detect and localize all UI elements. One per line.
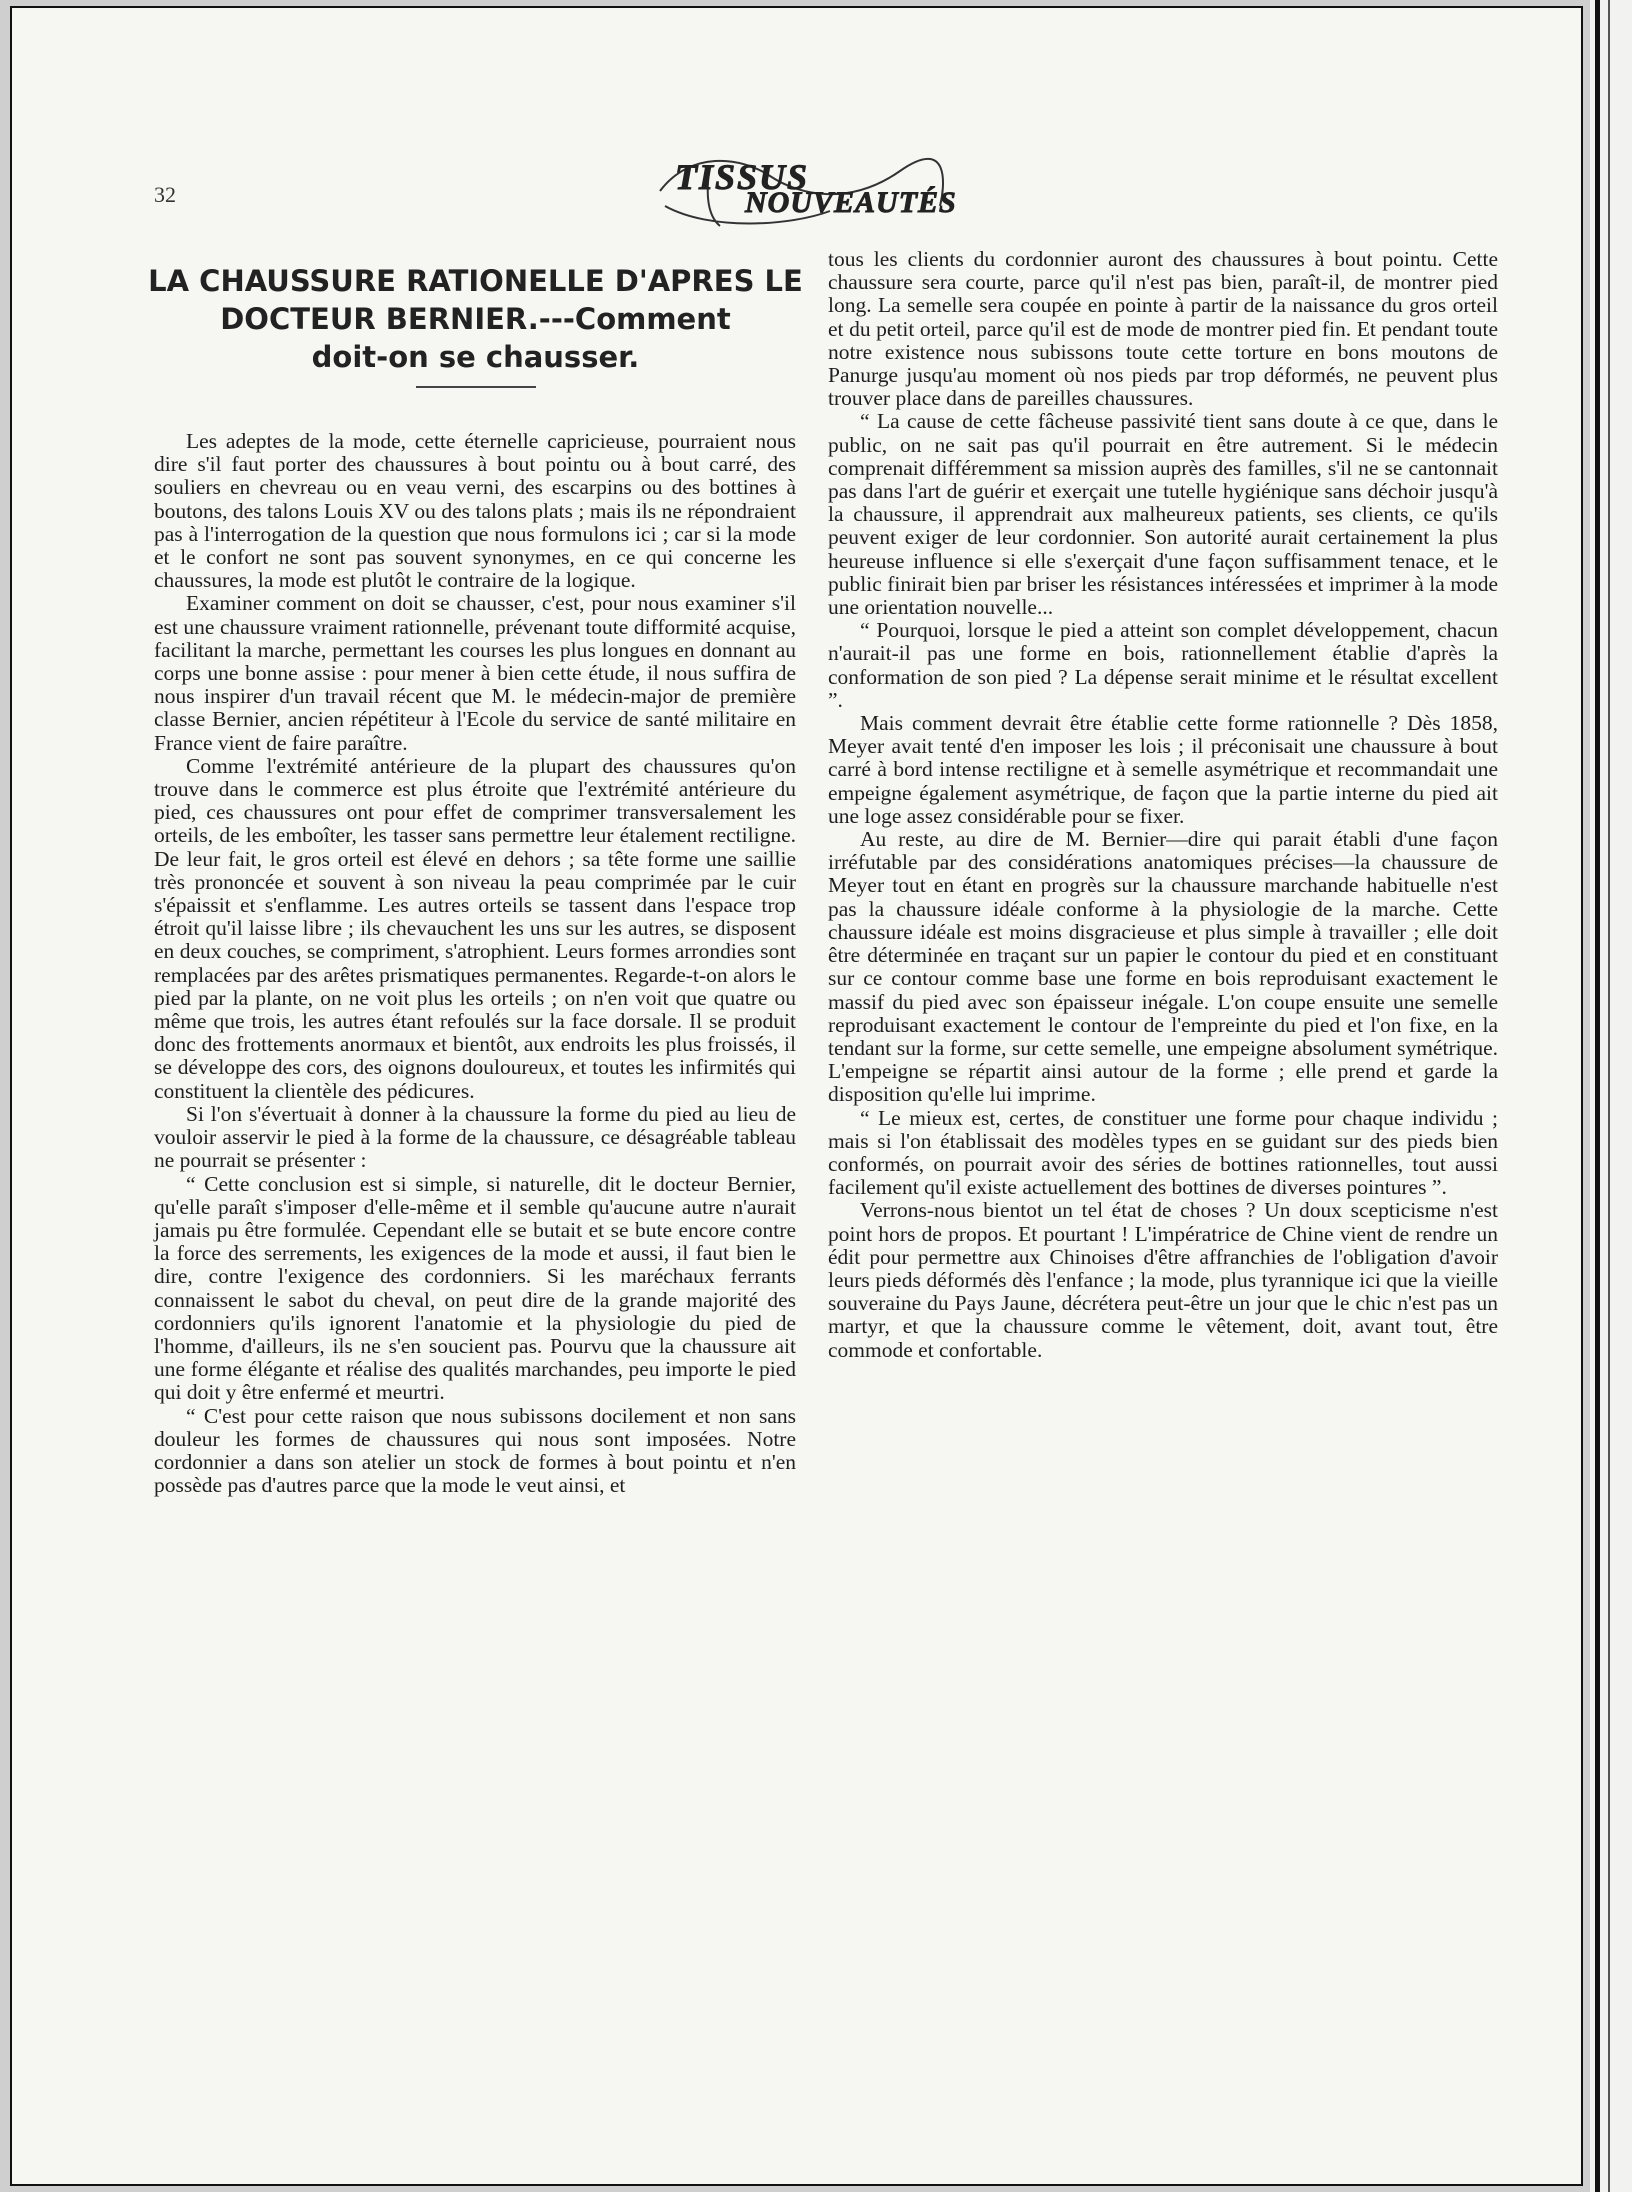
article-title: [148, 262, 803, 388]
masthead-word-2: NOUVEAUTÉS: [745, 186, 957, 219]
paragraph: Comme l'extrémité antérieure de la plupart des chaussures qu'on trouve dans le commerce est plus étroite que l'extrémité antérieure du pied, ces chaussures ont pour effet de comprimer transversalement les orteils, de les emboîter, les tasser sans permettre leur étalement rectiligne. De leur fait, le gros orteil est élevé en dehors ; sa tête forme une saillie très prononcée et souvent à son niveau la peau comprimée par le cuir s'épaissit et s'enflamme. Les autres orteils se tassent dans l'espace trop étroit qu'il laisse libre ; ils chevauchent les uns sur les autres, se disposent en deux couches, se compriment, s'atrophient. Leurs formes arrondies sont remplacées par des arêtes prismatiques permanentes. Regarde-t-on alors le pied par la plante, on ne voit plus les orteils ; on n'en voit que quatre ou même que trois, les autres étant refoulés sur la face dorsale. Il se produit donc des frottements anormaux et bientôt, aux endroits les plus froissés, il se développe des cors, des oignons douloureux, et toutes les infirmités qui constituent la clientèle des pédicures.: [154, 753, 796, 1103]
paragraph: Si l'on s'évertuait à donner à la chaussure la forme du pied au lieu de vouloir asservir le pied à la forme de la chaussure, ce désagréable tableau ne pourrait se présenter :: [154, 1101, 796, 1173]
title-divider: [416, 386, 536, 388]
paragraph: “ La cause de cette fâcheuse passivité tient sans doute à ce que, dans le public, on ne sait pas qu'il pourrait en être autrement. Si le médecin comprenait différemment sa mission auprès des familles, s'il ne se cantonnait pas dans l'art de guérir et exerçait une tutelle hygiénique sans déchoir jusqu'à la chaussure, il apprendrait aux malheureux patients, ses clients, ce qu'ils peuvent exiger de leur cordonnier. Son autorité aurait certainement la plus heureuse influence si elle s'exerçait d'une façon suffisamment tenace, et le public finirait bien par briser les résistances intéressées et imprimer à la mode une orientation nouvelle...: [828, 409, 1498, 620]
article-column-right: [828, 248, 1498, 1362]
title-line-2: DOCTEUR BERNIER.---Comment: [220, 302, 731, 336]
page-gutter-line: [1595, 0, 1600, 2192]
paragraph: Examiner comment on doit se chausser, c'est, pour nous examiner s'il est une chaussure vraiment rationnelle, prévenant toute difformité acquise, facilitant la marche, permettant les courses les plus longues en donnant au corps une bonne assise : pour mener à bien cette étude, il nous suffira de nous inspirer d'un travail récent que M. le médecin-major de première classe Bernier, ancien répétiteur à l'Ecole du service de santé militaire en France vient de faire paraître.: [154, 591, 796, 755]
paragraph: Mais comment devrait être établie cette forme rationnelle ? Dès 1858, Meyer avait tenté d'en imposer les lois ; il préconisait une chaussure à bout carré à bord intense rectiligne et à semelle asymétrique et recommandait une empeigne également asymétrique, de façon que la partie interne du pied ait une loge assez considérable pour se fixer.: [828, 711, 1498, 828]
paragraph: tous les clients du cordonnier auront des chaussures à bout pointu. Cette chaussure sera courte, parce qu'il n'est pas bien, paraît-il, de montrer pied long. La semelle sera coupée en pointe à partir de la naissance du gros orteil et du petit orteil, parce qu'il est de mode de montrer pied fin. Et pendant toute notre existence nous subissons toute cette torture en bons moutons de Panurge jusqu'au moment où nos pieds par trop déformés, ne peuvent plus trouver place dans de pareilles chaussures.: [828, 247, 1498, 411]
paragraph: “ Le mieux est, certes, de constituer une forme pour chaque individu ; mais si l'on établissait des modèles types en se guidant sur des pieds bien conformés, on pourrait avoir des séries de bottines rationnelles, tout aussi facilement qu'il existe actuellement des bottines de diverses pointures ”.: [828, 1105, 1498, 1200]
paragraph: Verrons-nous bientot un tel état de choses ? Un doux scepticisme n'est point hors de propos. Et pourtant ! L'impératrice de Chine vient de rendre un édit pour permettre aux Chinoises d'être affranchies de l'obligation d'avoir leurs pieds déformés dès l'enfance ; la mode, plus tyrannique ici que la vieille souveraine du Pays Jaune, décrétera peut-être un jour que le chic n'est pas un martyr, et que la chaussure comme le vêtement, doit, avant tout, être commode et confortable.: [828, 1198, 1498, 1362]
masthead-word-1: TISSUS: [675, 157, 810, 197]
page-number: 32: [154, 182, 176, 207]
paragraph: “ Cette conclusion est si simple, si naturelle, dit le docteur Bernier, qu'elle paraît s'imposer d'elle-même et il semble qu'aucune autre n'aurait jamais pu être formulée. Cependant elle se butait et se bute encore contre la force des serrements, les exigences de la mode et aussi, il faut bien le dire, contre l'exigence des cordonniers. Si les maréchaux ferrants connaissent le sabot du cheval, on peut dire de la grande majorité des cordonniers qu'ils ignorent l'anatomie et la physiologie du pied de l'homme, d'ailleurs, ils ne s'en soucient pas. Pourvu que la chaussure ait une forme élégante et réalise des qualités marchandes, peu importe le pied qui doit y être enfermé et meurtri.: [154, 1171, 796, 1405]
article-column-left: [154, 430, 796, 1497]
paragraph: “ Pourquoi, lorsque le pied a atteint son complet développement, chacun n'aurait-il pas une forme en bois, rationnellement établie d'après la conformation de son pied ? La dépense serait minime et le résultat excellent ”.: [828, 618, 1498, 712]
masthead-logo: [650, 146, 957, 236]
paragraph: Les adeptes de la mode, cette éternelle capricieuse, pourraient nous dire s'il faut porter des chaussures à bout pointu ou à bout carré, des souliers en chevreau ou en veau verni, des escarpins ou des bottines à boutons, des talons Louis XV ou des talons plats ; mais ils ne répondraient pas à l'interrogation de la question que nous formulons ici ; car si la mode et le confort ne sont pas souvent synonymes, en ce qui concerne les chaussures, la mode est plutôt le contraire de la logique.: [154, 429, 796, 593]
paragraph: Au reste, au dire de M. Bernier—dire qui parait établi d'une façon irréfutable par des considérations anatomiques précises—la chaussure de Meyer tout en étant en progrès sur la chaussure marchande habituelle n'est pas la chaussure idéale conforme à la physiologie de la marche. Cette chaussure idéale est moins disgracieuse et plus simple à travailler ; elle doit être déterminée en traçant sur un papier le contour du pied et en constituant sur ce contour comme base une forme en bois reproduisant exactement le massif du pied avec son épaisseur inégale. L'on coupe ensuite une semelle reproduisant exactement le contour de l'empreinte du pied et l'on fixe, en la tendant sur la forme, sur cette semelle, une empeigne absolument symétrique. L'empeigne se répartit ainsi autour de la forme ; elle prend et garde la disposition qu'elle lui imprime.: [828, 827, 1498, 1107]
page-gutter-line-thin: [1608, 0, 1610, 2192]
title-line-1: LA CHAUSSURE RATIONELLE D'APRES LE: [148, 264, 803, 298]
title-line-3: doit-on se chausser.: [311, 340, 640, 374]
paragraph: “ C'est pour cette raison que nous subissons docilement et non sans douleur les formes de chaussures qui nous sont imposées. Notre cordonnier a dans son atelier un stock de formes à bout pointu et n'en possède pas d'autres parce que la mode le veut ainsi, et: [154, 1403, 796, 1498]
